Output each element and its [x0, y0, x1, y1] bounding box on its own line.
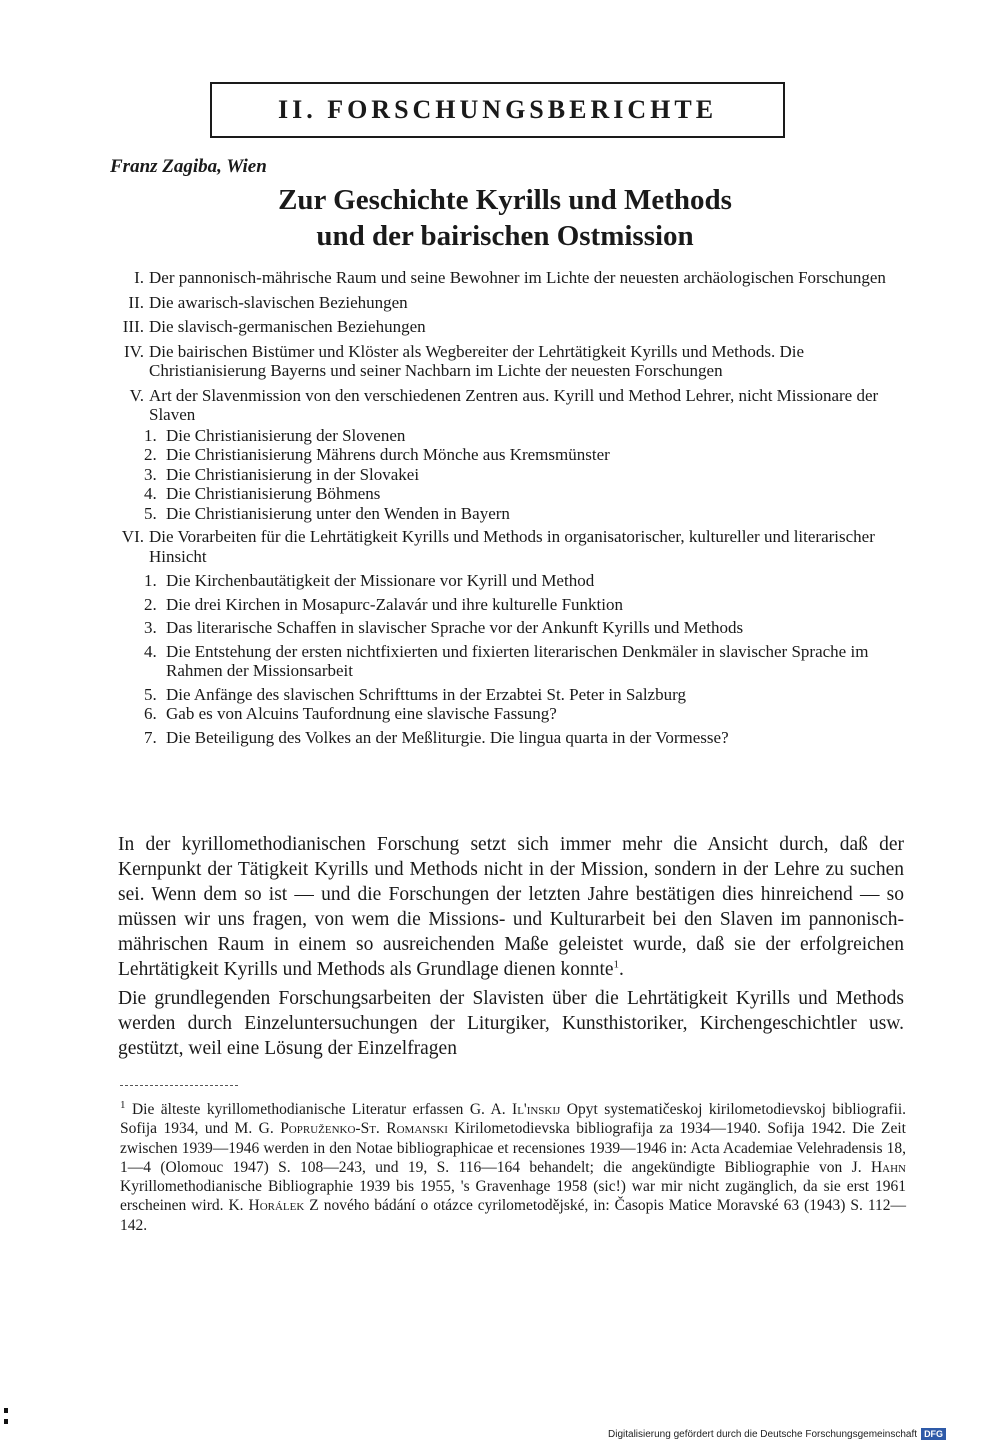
- toc-subitem-number: 2.: [144, 445, 157, 464]
- footnote-reference: 1: [613, 958, 620, 971]
- toc-subitem-number: 1.: [144, 571, 157, 590]
- toc-item: [108, 342, 908, 381]
- toc-subitem-number: 3.: [144, 464, 157, 484]
- cited-author: Popruženko-St. Romanski: [280, 1120, 448, 1138]
- paragraph-text: In der kyrillomethodianischen Forschung setzt sich immer mehr die Ansicht durch, daß der Kernpunkt der Tätigkeit Kyrills und Methods nicht in der Mission, sondern in der Lehre zu suchen sei. Wenn dem so ist — und die Forschungen der letzten Jahre bestätigen dies hinreichend — so müssen wir uns fragen, von wem die Missions- und Kulturarbeit bei den Slaven im pannonisch-mährischen Raum in einem so ausreichenden Maße geleistet wurde, daß sie der erfolgreichen Lehrtätigkeit Kyrills und Methods als Grundlage dienen konnte: [118, 834, 904, 980]
- footnote-divider: [120, 1085, 238, 1086]
- toc-number: III.: [122, 317, 144, 336]
- toc-sublist: [144, 571, 908, 747]
- author-line: Franz Zagiba, Wien: [110, 156, 267, 177]
- toc-text: Die bairischen Bistümer und Klöster als Wegbereiter der Lehrtätigkeit Kyrills und Methods. Die Christianisierung Bayerns und seiner Nachbarn im Lichte der neuesten Forschungen: [149, 341, 805, 380]
- digitization-footer: [608, 1428, 946, 1440]
- body-text: [118, 832, 904, 1065]
- scan-mark: [4, 1408, 9, 1424]
- toc-subitem: [144, 484, 908, 504]
- toc-subitem-number: 3.: [144, 618, 157, 637]
- toc-subitem-text: Die Kirchenbautätigkeit der Missionare vor Kyrill und Method: [166, 571, 595, 590]
- toc-item: [108, 386, 908, 425]
- toc-text: Der pannonisch-mährische Raum und seine Bewohner im Lichte der neuesten archäologischen Forschungen: [149, 268, 886, 287]
- toc-subitem-number: 2.: [144, 594, 157, 614]
- toc-subitem: [144, 426, 908, 446]
- footer-text: Digitalisierung gefördert durch die Deutsche Forschungsgemeinschaft: [608, 1428, 918, 1440]
- footnote-text: Opyt systematičeskoj kirilometodievskoj bibliografii. Sofija 1934, und M. G.: [120, 1101, 907, 1138]
- toc-subitem-text: Die Entstehung der ersten nichtfixierten und fixierten literarischen Denkmäler in slavischer Sprache im Rahmen der Missionsarbeit: [166, 641, 869, 680]
- footnote-text: Kirilometodievska bibliografija za 1934—1940. Sofija 1942. Die Zeit zwischen 1939—1946 werden in den Notae bibliographicae et recensiones 1939—1946 in: Acta Academiae Velehradensis 18, 1—4 (Olomouc 1947) S. 108—243, und 19, S. 116—164 behandelt; die angekündigte Bibliographie von J.: [120, 1120, 906, 1176]
- toc-subitem: [144, 571, 908, 591]
- toc-subitem-number: 4.: [144, 484, 157, 503]
- toc-subitem-text: Die drei Kirchen in Mosapurc-Zalavár und ihre kulturelle Funktion: [166, 594, 623, 614]
- paragraph: [118, 986, 904, 1061]
- paragraph: [118, 832, 904, 982]
- dfg-logo: DFG: [921, 1428, 946, 1440]
- toc-subitem-number: 7.: [144, 727, 157, 747]
- article-title-line-2: und der bairischen Ostmission: [316, 220, 694, 252]
- toc-subitem: [144, 445, 908, 465]
- toc-number: VI.: [121, 527, 144, 546]
- cited-author: Hahn: [870, 1158, 906, 1176]
- toc-item: [108, 293, 908, 313]
- toc-number: IV.: [124, 341, 144, 361]
- toc-subitem: [144, 465, 908, 485]
- toc-number: I.: [134, 268, 144, 287]
- toc-text: Die awarisch-slavischen Beziehungen: [149, 292, 408, 312]
- toc-number: II.: [128, 292, 144, 312]
- toc-subitem: [144, 595, 908, 615]
- footnote: [120, 1100, 906, 1235]
- toc-subitem-number: 4.: [144, 641, 157, 661]
- toc-text: Art der Slavenmission von den verschiedenen Zentren aus. Kyrill und Method Lehrer, nicht Missionare der Slaven: [149, 385, 879, 424]
- footnote-text: Z nového bádání o otázce cyrilometodějské, in: Časopis Matice Moravské 63 (1943) S. 112—142.: [120, 1197, 907, 1234]
- footnote-text: Die älteste kyrillomethodianische Literatur erfassen G. A.: [131, 1101, 513, 1118]
- toc-subitem-text: Die Christianisierung unter den Wenden in Bayern: [166, 503, 510, 523]
- toc-subitem-text: Die Beteiligung des Volkes an der Meßliturgie. Die lingua quarta in der Vormesse?: [166, 727, 729, 747]
- toc-subitem-text: Das literarische Schaffen in slavischer Sprache vor der Ankunft Kyrills und Methods: [166, 618, 744, 637]
- cited-author: Il'inskij: [512, 1101, 561, 1118]
- toc-subitem-number: 5.: [144, 684, 157, 704]
- toc-subitem-text: Die Christianisierung in der Slovakei: [166, 464, 420, 484]
- toc-subitem-number: 6.: [144, 704, 157, 723]
- toc-subitem: [144, 704, 908, 724]
- toc-subitem: [144, 728, 908, 748]
- toc-subitem-text: Gab es von Alcuins Taufordnung eine slavische Fassung?: [166, 704, 557, 723]
- toc-number: V.: [129, 385, 144, 405]
- toc-item: [108, 317, 908, 337]
- footnote-text: Kyrillomethodianische Bibliographie 1939 bis 1955, 's Gravenhage 1958 (sic!) war mir nicht zugänglich, da sie erst 1961 erscheinen wird. K.: [120, 1178, 906, 1215]
- paragraph-end: .: [619, 959, 624, 980]
- toc-subitem: [144, 642, 908, 681]
- toc-subitem-text: Die Christianisierung der Slovenen: [166, 425, 406, 445]
- table-of-contents: [108, 268, 908, 751]
- section-heading-box: [210, 82, 785, 138]
- toc-subitem-text: Die Anfänge des slavischen Schrifttums in der Erzabtei St. Peter in Salzburg: [166, 684, 686, 704]
- toc-sublist: [144, 426, 908, 524]
- toc-text: Die Vorarbeiten für die Lehrtätigkeit Kyrills und Methods in organisatorischer, kultureller und literarischer Hinsicht: [149, 527, 875, 566]
- section-heading: II. FORSCHUNGSBERICHTE: [277, 95, 718, 124]
- toc-subitem-number: 5.: [144, 503, 157, 523]
- toc-text: Die slavisch-germanischen Beziehungen: [149, 317, 426, 336]
- paragraph-text: Die grundlegenden Forschungsarbeiten der Slavisten über die Lehrtätigkeit Kyrills und Methods werden durch Einzeluntersuchungen der Liturgiker, Kunsthistoriker, Kirchengeschichtler usw. gestützt, weil eine Lösung der Einzelfragen: [118, 988, 904, 1059]
- toc-subitem: [144, 618, 908, 638]
- toc-subitem: [144, 504, 908, 524]
- toc-subitem: [144, 685, 908, 705]
- toc-item: [108, 268, 908, 288]
- toc-item: [108, 527, 908, 566]
- cited-author: Horálek: [248, 1197, 305, 1215]
- footnote-mark: 1: [120, 1098, 126, 1111]
- article-title-line-1: Zur Geschichte Kyrills und Methods: [278, 184, 732, 216]
- toc-subitem-text: Die Christianisierung Mährens durch Mönche aus Kremsmünster: [166, 445, 610, 464]
- toc-subitem-number: 1.: [144, 425, 157, 445]
- toc-subitem-text: Die Christianisierung Böhmens: [166, 484, 381, 503]
